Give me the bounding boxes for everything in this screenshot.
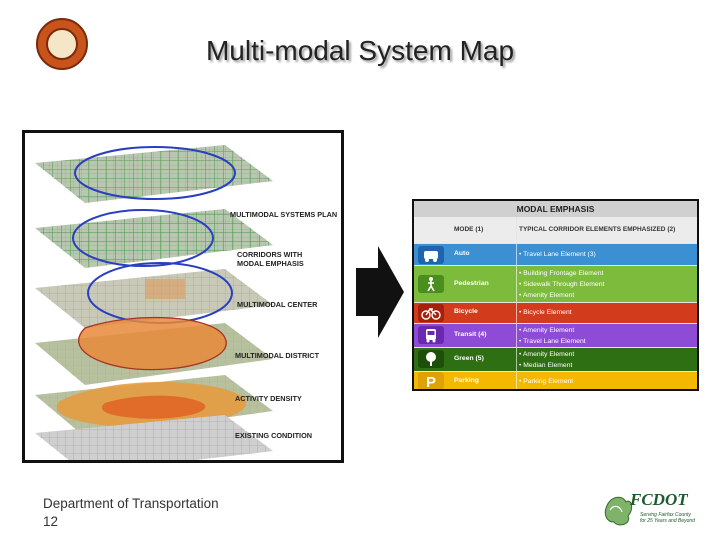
fcdot-wordmark: FCDOT xyxy=(630,490,688,509)
svg-text:P: P xyxy=(425,374,437,390)
fcdot-tagline: Serving Fairfax County for 25 Years and Beyond xyxy=(640,512,695,524)
elements-cell: • Amenity Element • Median Element xyxy=(519,351,575,369)
table-row-pedestrian xyxy=(414,266,697,302)
elements-cell: • Amenity Element • Travel Lane Element xyxy=(519,327,586,345)
department-name: Department of Transportation xyxy=(43,496,219,511)
layer-label-modal-emphasis: MODAL EMPHASIS xyxy=(237,259,304,268)
elements-cell: • Bicycle Element xyxy=(519,309,572,316)
elements-cell: • Travel Lane Element (3) xyxy=(519,251,596,258)
elements-cell: • Parking Element xyxy=(519,378,574,385)
layer-label-center: MULTIMODAL CENTER xyxy=(237,300,318,309)
mode-label: Bicycle xyxy=(454,308,478,315)
mode-label: Pedestrian xyxy=(454,280,489,287)
col-header-elements: TYPICAL CORRIDOR ELEMENTS EMPHASIZED (2) xyxy=(517,217,697,243)
mode-label: Auto xyxy=(454,250,470,257)
layer-stack-figure xyxy=(22,130,344,463)
right-arrow-icon xyxy=(352,242,406,342)
mode-label: Parking xyxy=(454,377,479,384)
mode-label: Transit (4) xyxy=(454,331,487,338)
bus-icon xyxy=(418,326,444,344)
table-row-auto xyxy=(414,244,697,265)
elements-cell: • Building Frontage Element • Sidewalk Through Element • Amenity Element xyxy=(519,270,605,299)
slide-footer xyxy=(43,495,219,531)
col-header-mode: MODE (1) xyxy=(414,217,516,243)
slide-title: Multi-modal System Map xyxy=(205,35,515,66)
bicycle-icon xyxy=(418,304,444,322)
layer-stack-graphic xyxy=(25,133,341,460)
slide-number: 12 xyxy=(43,514,59,529)
modal-emphasis-table xyxy=(412,199,699,391)
pedestrian-icon xyxy=(418,275,444,293)
layer-label-systems-plan: MULTIMODAL SYSTEMS PLAN xyxy=(230,210,338,219)
layer-label-corridors: CORRIDORS WITH xyxy=(237,250,303,259)
table-row-bicycle xyxy=(414,303,697,323)
table-row-parking xyxy=(414,372,697,391)
layer-label-density: ACTIVITY DENSITY xyxy=(235,394,302,403)
table-row-green xyxy=(414,348,697,371)
county-seal-logo xyxy=(36,18,88,70)
parking-icon xyxy=(418,372,444,390)
tree-icon xyxy=(418,350,444,368)
table-row-transit xyxy=(414,324,697,347)
mode-label: Green (5) xyxy=(454,355,484,362)
layer-label-district: MULTIMODAL DISTRICT xyxy=(235,351,320,360)
car-icon xyxy=(418,246,444,264)
seal-emblem-icon xyxy=(46,28,78,60)
table-title: MODAL EMPHASIS xyxy=(414,201,697,217)
layer-label-existing: EXISTING CONDITION xyxy=(235,431,313,440)
